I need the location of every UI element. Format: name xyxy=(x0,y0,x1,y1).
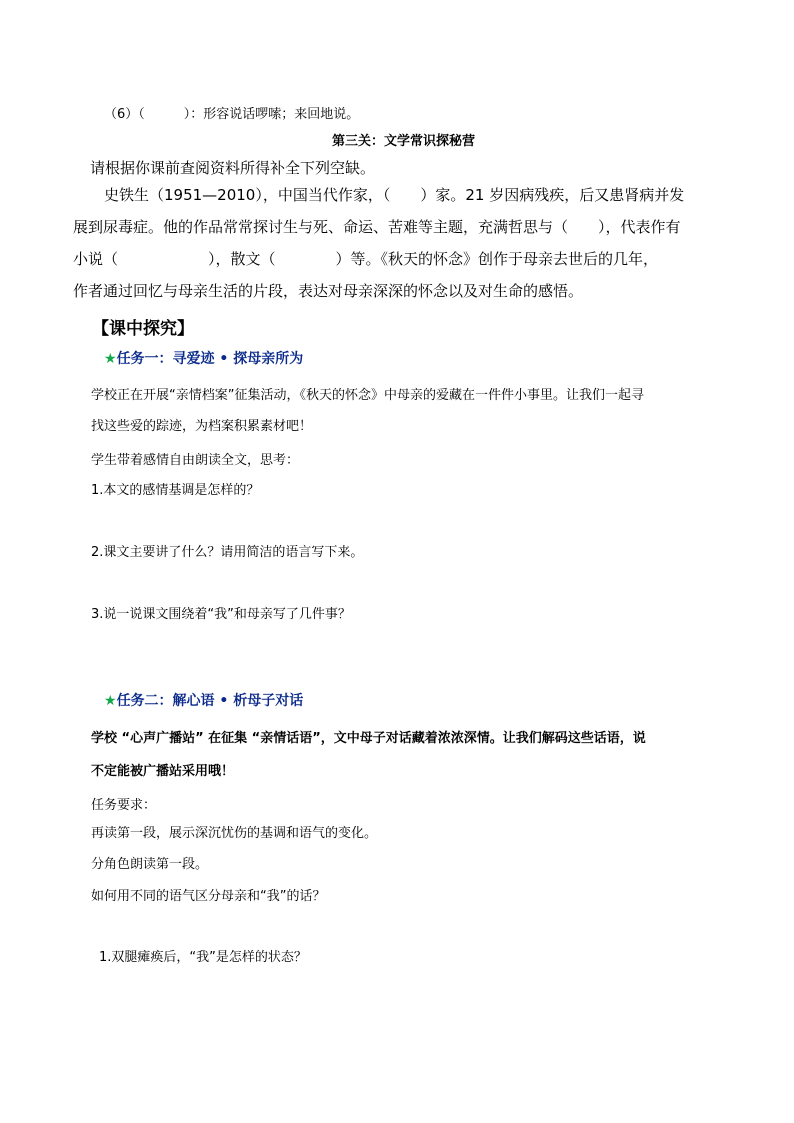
paragraph-line: 作者通过回忆与母亲生活的片段，表达对母亲深深的怀念以及对生命的感悟。 xyxy=(73,282,584,300)
task1-prompt: 学生带着感情自由朗读全文，思考： xyxy=(91,453,300,468)
task1-intro-line: 学校正在开展“亲情档案”征集活动，《秋天的怀念》中母亲的爱藏在一件件小事里。让我们一起寻 xyxy=(91,388,644,403)
task2-intro-line: 不定能被广播站采用哦！ xyxy=(91,764,235,779)
task2-requirement: 分角色朗读第一段。 xyxy=(91,857,209,872)
task2-requirements-label: 任务要求： xyxy=(91,798,157,813)
paragraph-line: 小说（ ），散文（ ）等。《秋天的怀念》创作于母亲去世后的几年， xyxy=(73,250,659,268)
paragraph-line: 展到尿毒症。他的作品常常探讨生与死、命运、苦难等主题，充满哲思与（ ），代表作有 xyxy=(73,218,681,236)
task2-title-text: 任务二：解心语 • 析母子对话 xyxy=(116,693,304,709)
task1-question: 3.说一说课文围绕着“我”和母亲写了几件事？ xyxy=(91,607,351,622)
stage3-title: 第三关：文学常识探秘营 xyxy=(332,134,476,149)
paragraph-line: 史铁生（1951—2010），中国当代作家，（ ）家。21 岁因病残疾，后又患肾病并发 xyxy=(104,186,685,204)
task1-title xyxy=(104,348,303,368)
fill-item-6: （6）（ ）：形容说话啰嗦；来回地说。 xyxy=(104,107,360,122)
task1-question: 2.课文主要讲了什么？请用简洁的语言写下来。 xyxy=(91,545,364,560)
instruction: 请根据你课前查阅资料所得补全下列空缺。 xyxy=(90,159,376,177)
task1-intro-line: 找这些爱的踪迹，为档案积累素材吧！ xyxy=(91,419,313,434)
task2-intro-line: 学校 “心声广播站” 在征集 “亲情话语”，文中母子对话藏着浓浓深情。让我们解码这些话语，说 xyxy=(91,731,646,746)
task2-title xyxy=(104,690,303,710)
star-icon: ★ xyxy=(104,351,117,367)
task2-requirement: 再读第一段，展示深沉忧伤的基调和语气的变化。 xyxy=(91,826,378,841)
star-icon: ★ xyxy=(104,693,117,709)
task1-title-text: 任务一：寻爱迹 • 探母亲所为 xyxy=(116,351,304,367)
inclass-heading: 【课中探究】 xyxy=(92,319,194,339)
task1-question: 1.本文的感情基调是怎样的？ xyxy=(91,483,260,498)
task2-requirement: 如何用不同的语气区分母亲和“我”的话？ xyxy=(91,889,326,904)
task2-question: 1.双腿瘫痪后，“我”是怎样的状态？ xyxy=(99,950,307,965)
